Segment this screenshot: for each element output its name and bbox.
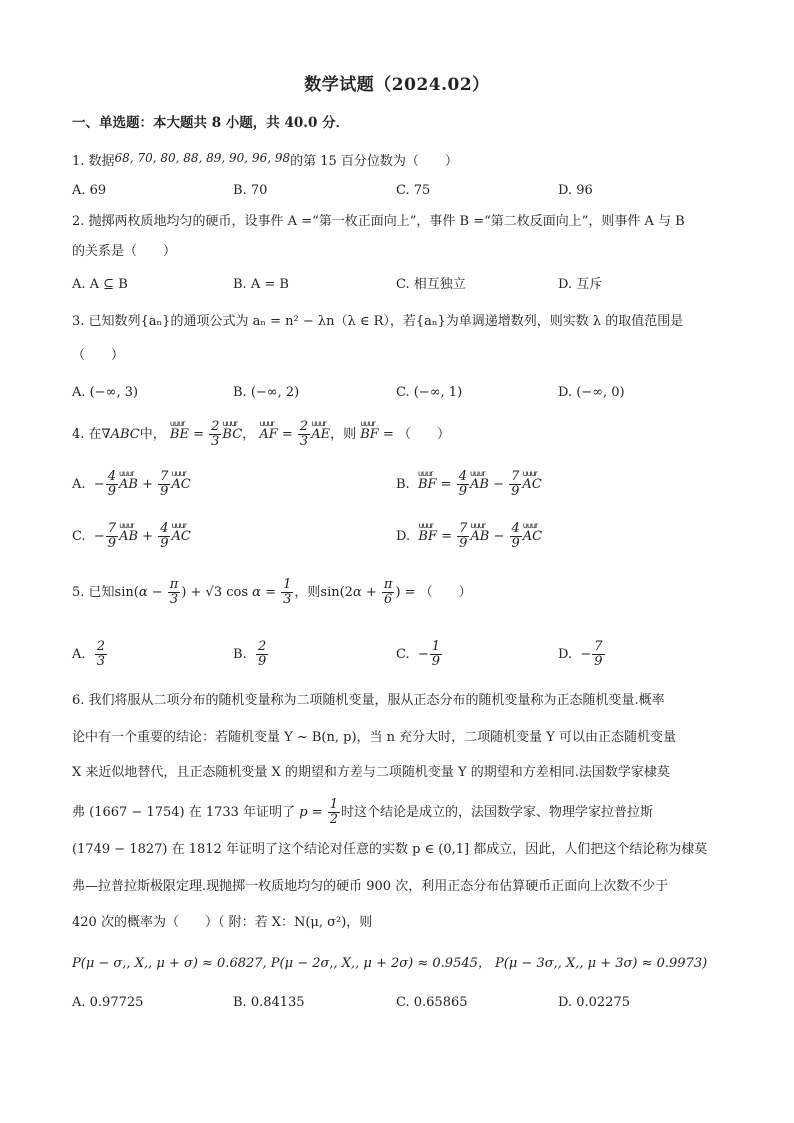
q5-option-c: C. − $\frac{1}{9}$ [396, 639, 441, 669]
q1-option-b: B. 70 [233, 183, 268, 198]
question-6-line-6: 弗—拉普拉斯极限定理.现抛掷一枚质地均匀的硬币 900 次，利用正态分布估算硬币正面向上次数不少于 [72, 879, 669, 894]
q2-option-c: C. 相互独立 [396, 277, 466, 292]
q6-option-b: B. 0.84135 [233, 995, 305, 1010]
question-6-line-4: 弗 (1667 − 1754) 在 1733 年证明了 p = $\frac{1}{2}$ 时这个结论是成立的，法国数学家、物理学家拉普拉斯 [72, 797, 654, 827]
question-1-stem: 1. 数据68, 70, 80, 88, 89, 90, 96, 98的第 15 百分位数为（ ） [72, 151, 458, 169]
q3-option-d: D. (−∞, 0) [558, 385, 625, 400]
question-2-line-2: 的关系是（ ） [72, 244, 177, 259]
q6-option-d: D. 0.02275 [558, 995, 630, 1010]
vector-bc: uuur BC [222, 426, 242, 444]
q2-option-d: D. 互斥 [558, 277, 603, 292]
q5-option-a: A. $\frac{2}{3}$ [72, 639, 106, 669]
question-6-line-8: P(μ − σ,, X,, μ + σ) ≈ 0.6827, P(μ − 2σ,, X,, μ + 2σ) ≈ 0.9545， P(μ − 3σ,, X,, μ + 3σ) ≈ 0.9973) [72, 956, 708, 971]
q3-option-c: C. (−∞, 1) [396, 385, 463, 400]
question-6-line-1: 6. 我们将服从二项分布的随机变量称为二项随机变量，服从正态分布的随机变量称为正态随机变量.概率 [72, 693, 665, 708]
question-3-line-2: （ ） [72, 348, 125, 363]
triangle-symbol: ∇ABC [101, 427, 140, 442]
q5-option-d: D. − $\frac{7}{9}$ [558, 639, 603, 669]
q3-option-b: B. (−∞, 2) [233, 385, 300, 400]
vector-ae: uuur AE [311, 426, 330, 444]
question-3-line-1: 3. 已知数列{aₙ}的通项公式为 aₙ = n² − λn（λ ∈ R），若{aₙ}为单调递增数列，则实数 λ 的取值范围是 [72, 314, 684, 329]
q2-option-b: B. A = B [233, 277, 289, 292]
q4-option-c: C. − $\frac{7}{9}$ uuur AB + $\frac{4}{9}$ uuur AC [72, 522, 191, 551]
q2-option-a: A. A ⊆ B [72, 277, 128, 292]
question-2-line-1: 2. 抛掷两枚质地均匀的硬币，设事件 A =“第一枚正面向上”，事件 B =“第二枚反面向上”，则事件 A 与 B [72, 214, 685, 229]
page-title: 数学试题（2024.02） [304, 75, 490, 95]
q3-option-a: A. (−∞, 3) [72, 385, 139, 400]
vector-af: uuur AF [259, 426, 277, 444]
fraction-2-3: $\frac{2}{3}$ [211, 419, 220, 449]
section-heading: 一、单选题：本大题共 8 小题，共 40.0 分． [72, 115, 350, 131]
question-6-line-7: 420 次的概率为（ ）（ 附：若 X：N(μ, σ²)，则 [72, 915, 373, 930]
question-6-line-5: (1749 − 1827) 在 1812 年证明了这个结论对任意的实数 p ∈ (0,1] 都成立，因此，人们把这个结论称为棣莫 [72, 842, 708, 857]
fraction-2-3: $\frac{2}{3}$ [299, 419, 309, 449]
q1-option-d: D. 96 [558, 183, 593, 198]
q6-option-c: C. 0.65865 [396, 995, 468, 1010]
question-5-stem: 5. 已知sin(α − $\frac{\pi}{3}$ ) + √3 cos α = $\frac{1}{3}$ ，则sin(2α + $\frac{\pi}{6}$ ) = （ ） [72, 577, 472, 607]
q1-option-a: A. 69 [72, 183, 107, 198]
question-6-line-3: X 来近似地替代，且正态随机变量 X 的期望和方差与二项随机变量 Y 的期望和方差相同.法国数学家棣莫 [72, 765, 670, 780]
q1-option-c: C. 75 [396, 183, 431, 198]
question-6-line-2: 论中有一个重要的结论：若随机变量 Y ~ B(n, p)，当 n 充分大时，二项随机变量 Y 可以由正态随机变量 [72, 730, 677, 745]
vector-bf: uuur BF [360, 426, 379, 444]
q4-option-d: D. uuur BF = $\frac{7}{9}$ uuur AB − $\frac{4}{9}$ uuur AC [396, 522, 542, 551]
q4-option-b: B. uuur BF = $\frac{4}{9}$ uuur AB − $\frac{7}{9}$ uuur AC [396, 470, 542, 499]
q1-data-values: 68, 70, 80, 88, 89, 90, 96, 98 [114, 151, 291, 165]
vector-be: uuur BE [170, 426, 189, 444]
question-4-stem: 4. 在∇ABC中， uuur BE = $\frac{2}{3}$ uuur BC， uuur AF = $\frac{2}{3}$ uuur AE，则 uuur BF = （ ） [72, 420, 450, 449]
q6-option-a: A. 0.97725 [72, 995, 144, 1010]
q5-option-b: B. $\frac{2}{9}$ [233, 639, 267, 669]
q4-option-a: A. − $\frac{4}{9}$ uuur AB + $\frac{7}{9}$ uuur AC [72, 470, 191, 499]
